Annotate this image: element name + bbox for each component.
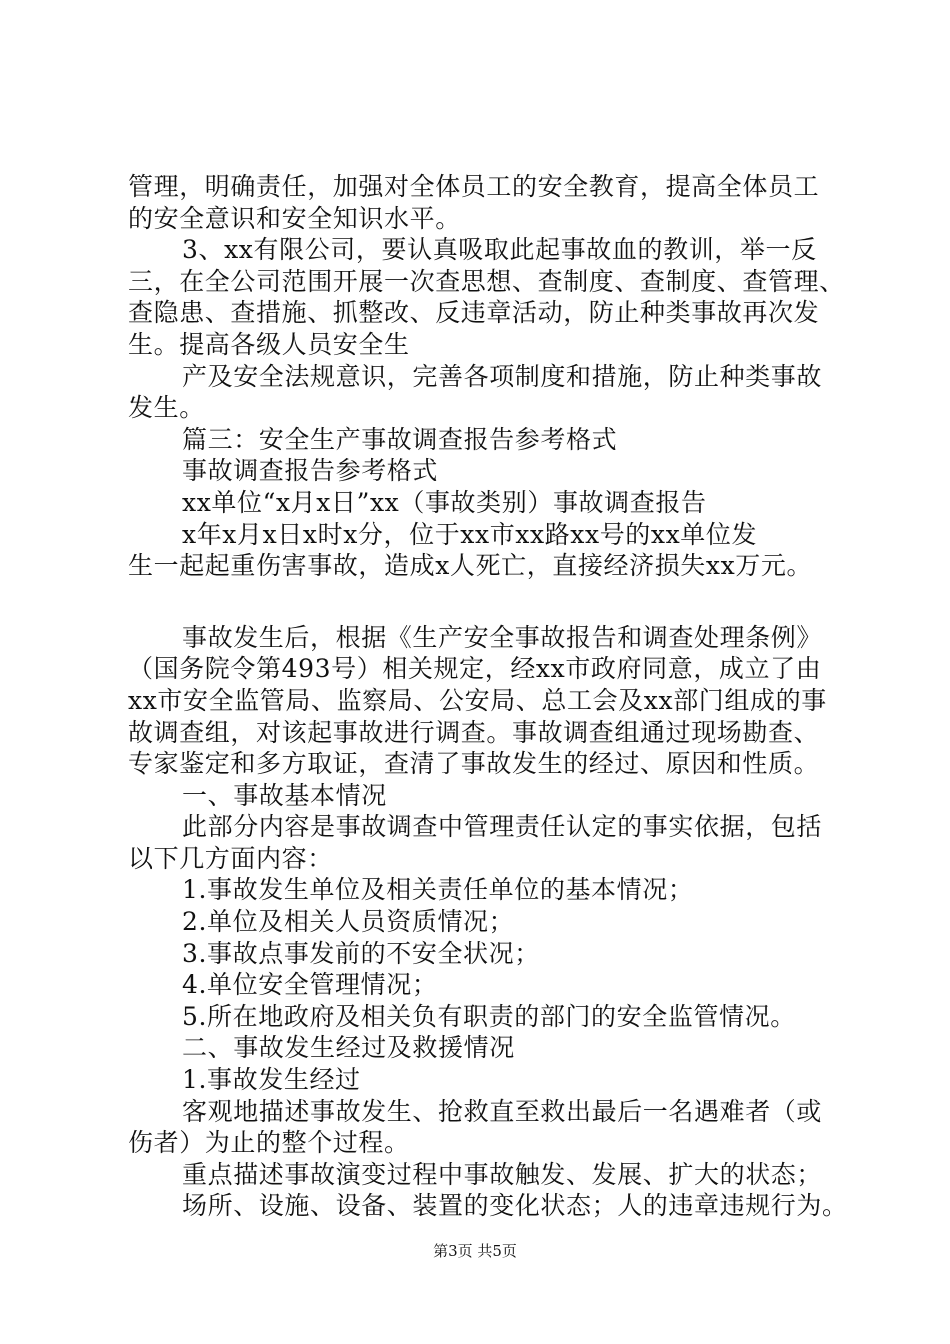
text-line: 发生。 [128, 393, 205, 423]
text-line: 以下几方面内容： [128, 843, 333, 873]
list-item: 3.事故点事发前的不安全状况； [182, 938, 540, 968]
text-line: （国务院令第493号）相关规定，经xx市政府同意，成立了由 [128, 654, 822, 684]
text-line: 生一起起重伤害事故，造成x人死亡，直接经济损失xx万元。 [128, 551, 813, 581]
list-item: 5.所在地政府及相关负有职责的部门的安全监管情况。 [182, 1001, 796, 1031]
list-item: 2.单位及相关人员资质情况； [182, 907, 515, 937]
text-line: 查隐患、查措施、抓整改、反违章活动，防止种类事故再次发 [128, 298, 820, 328]
text-line: 重点描述事故演变过程中事故触发、发展、扩大的状态； [182, 1159, 823, 1189]
list-item: 4.单位安全管理情况； [182, 970, 438, 1000]
section-heading: 一、事故基本情况 [182, 780, 387, 810]
section-heading: 篇三：安全生产事故调查报告参考格式 [182, 424, 618, 454]
text-line: xx市安全监管局、监察局、公安局、总工会及xx部门组成的事 [128, 685, 827, 715]
report-subtitle: xx单位“x月x日”xx（事故类别）事故调查报告 [182, 487, 707, 517]
page-number: 第3页 共5页 [433, 1242, 517, 1260]
text-line: 的安全意识和安全知识水平。 [128, 203, 461, 233]
document-body [128, 171, 848, 1222]
text-line: 生。提高各级人员安全生 [128, 329, 410, 359]
text-line: 事故发生后，根据《生产安全事故报告和调查处理条例》 [182, 622, 823, 652]
text-line: 故调查组，对该起事故进行调查。事故调查组通过现场勘查、 [128, 717, 820, 747]
text-line: 3、xx有限公司，要认真吸取此起事故血的教训，举一反 [182, 235, 817, 265]
section-heading: 二、事故发生经过及救援情况 [182, 1033, 515, 1063]
text-line: 场所、设施、设备、装置的变化状态；人的违章违规行为。 [182, 1191, 848, 1221]
paragraph-gap [128, 582, 828, 622]
text-line: 客观地描述事故发生、抢救直至救出最后一名遇难者（或 [182, 1096, 823, 1126]
text-line: 产及安全法规意识，完善各项制度和措施，防止种类事故 [182, 361, 823, 391]
text-line: 此部分内容是事故调查中管理责任认定的事实依据，包括 [182, 812, 823, 842]
text-line: 伤者）为止的整个过程。 [128, 1128, 410, 1158]
text-line: 管理，明确责任，加强对全体员工的安全教育，提高全体员工 [128, 172, 820, 201]
text-line: x年x月x日x时x分，位于xx市xx路xx号的xx单位发 [182, 519, 758, 549]
text-line: 专家鉴定和多方取证，查清了事故发生的经过、原因和性质。 [128, 749, 820, 779]
subsection-heading: 1.事故发生经过 [182, 1065, 361, 1095]
list-item: 1.事故发生单位及相关责任单位的基本情况； [182, 875, 694, 905]
report-title: 事故调查报告参考格式 [182, 456, 439, 486]
text-line: 三，在全公司范围开展一次查思想、查制度、查制度、查管理、 [128, 266, 845, 296]
